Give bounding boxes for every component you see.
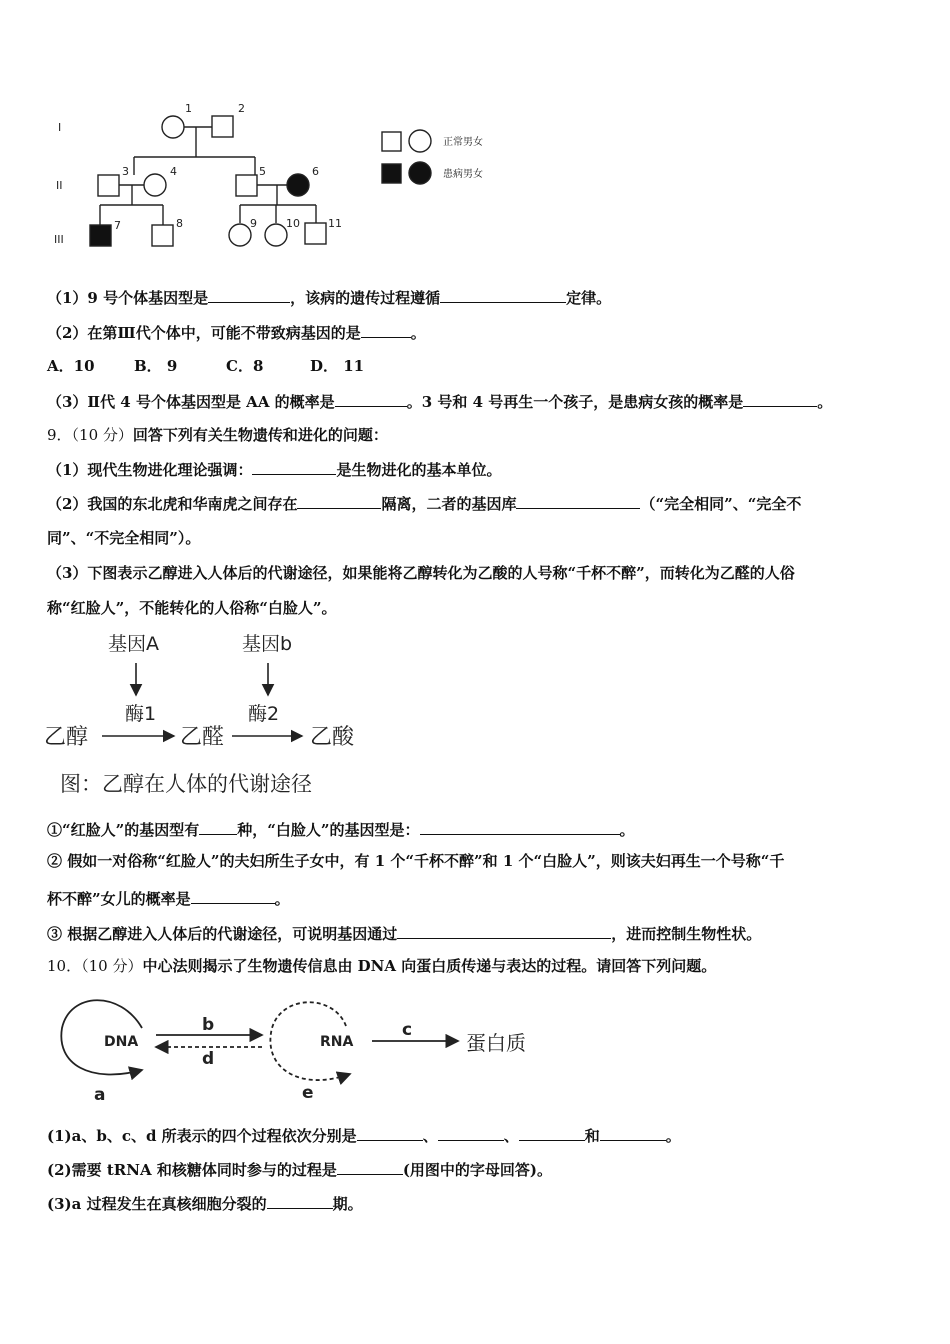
option-a[interactable]: A．10 bbox=[47, 357, 95, 375]
pedigree-individual-7 bbox=[90, 225, 111, 246]
acetic-acid-label: 乙酸 bbox=[310, 725, 355, 750]
option-d[interactable]: D． 11 bbox=[310, 357, 365, 375]
pedigree-id-9: 9 bbox=[250, 217, 257, 230]
label-c: c bbox=[402, 1020, 413, 1040]
answer-blank[interactable] bbox=[335, 390, 407, 407]
pedigree-id-10: 10 bbox=[286, 217, 300, 230]
pedigree-id-4: 4 bbox=[170, 165, 177, 178]
q9-part3: （3）下图表示乙醇进入人体后的代谢途径，如果能将乙醇转化为乙酸的人号称“千杯不醉”，而转化为乙醛的人俗 bbox=[47, 564, 795, 582]
label-e: e bbox=[302, 1083, 314, 1103]
answer-blank[interactable] bbox=[337, 1158, 403, 1175]
pedigree-individual-8 bbox=[152, 225, 173, 246]
q9-part1: （1）现代生物进化理论强调： 是生物进化的基本单位。 bbox=[47, 458, 501, 480]
label-b: b bbox=[202, 1015, 215, 1035]
ethanol-pathway-figure bbox=[40, 628, 370, 800]
legend-normal-female bbox=[409, 130, 431, 152]
answer-blank[interactable] bbox=[208, 286, 290, 303]
answer-blank[interactable] bbox=[516, 492, 640, 509]
answer-blank[interactable] bbox=[743, 390, 817, 407]
legend-normal-label: 正常男女 bbox=[443, 137, 483, 148]
pedigree-individual-11 bbox=[305, 223, 326, 244]
answer-blank[interactable] bbox=[199, 818, 237, 835]
answer-blank[interactable] bbox=[357, 1124, 423, 1141]
generation-label-1: I bbox=[58, 121, 62, 134]
answer-blank[interactable] bbox=[361, 321, 411, 338]
pedigree-id-2: 2 bbox=[238, 102, 245, 115]
q8-part1: （1）9 号个体基因型是 ，该病的遗传过程遵循 定律。 bbox=[47, 286, 611, 308]
label-a: a bbox=[94, 1085, 106, 1105]
legend-affected-female bbox=[409, 162, 431, 184]
answer-blank[interactable] bbox=[191, 887, 275, 904]
answer-blank[interactable] bbox=[397, 922, 611, 939]
dna-label: DNA bbox=[104, 1034, 139, 1050]
q10-part3: (3)a 过程发生在真核细胞分裂的 期。 bbox=[47, 1192, 363, 1214]
q10-heading: 10．（10 分）中心法则揭示了生物遗传信息由 DNA 向蛋白质传递与表达的过程。请回答下列问题。 bbox=[47, 957, 717, 975]
q9-sub3: ③ 根据乙醇进入人体后的代谢途径，可说明基因通过 ，进而控制生物性状。 bbox=[47, 922, 761, 944]
q9-part2: （2）我国的东北虎和华南虎之间存在 隔离，二者的基因库 （“完全相同”、“完全不 bbox=[47, 492, 801, 514]
central-dogma-figure bbox=[50, 988, 570, 1106]
pedigree-id-3: 3 bbox=[122, 165, 129, 178]
option-b[interactable]: B． 9 bbox=[134, 357, 178, 375]
q9-sub1: ①“红脸人”的基因型有 种，“白脸人”的基因型是： 。 bbox=[47, 818, 635, 840]
pedigree-individual-1 bbox=[162, 116, 184, 138]
q8-part3: （3）Ⅱ代 4 号个体基因型是 AA 的概率是 。3 号和 4 号再生一个孩子，是患病女孩的概率是 。 bbox=[47, 390, 832, 412]
pedigree-individual-10 bbox=[265, 224, 287, 246]
rna-label: RNA bbox=[320, 1034, 354, 1050]
enzyme1-label: 酶1 bbox=[125, 703, 157, 725]
pedigree-id-6: 6 bbox=[312, 165, 319, 178]
answer-blank[interactable] bbox=[297, 492, 381, 509]
q10-part1: (1)a、b、c、d 所表示的四个过程依次分别是 、 、 和 。 bbox=[47, 1124, 681, 1146]
answer-blank[interactable] bbox=[252, 458, 336, 475]
gene-a-label: 基因A bbox=[108, 633, 159, 655]
pedigree-individual-9 bbox=[229, 224, 251, 246]
legend-affected-label: 患病男女 bbox=[443, 169, 483, 180]
answer-blank[interactable] bbox=[420, 818, 620, 835]
pedigree-id-11: 11 bbox=[328, 217, 342, 230]
pedigree-individual-6 bbox=[287, 174, 309, 196]
ethanol-label: 乙醇 bbox=[44, 725, 89, 750]
pedigree-id-7: 7 bbox=[114, 219, 121, 232]
q9-heading: 9．（10 分）回答下列有关生物遗传和进化的问题： bbox=[47, 426, 388, 444]
option-c[interactable]: C．8 bbox=[226, 357, 264, 375]
q8-part2: （2）在第Ⅲ代个体中，可能不带致病基因的是 。 bbox=[47, 321, 426, 343]
q9-part3-cont: 称“红脸人”，不能转化的人俗称“白脸人”。 bbox=[47, 599, 337, 617]
label-d: d bbox=[202, 1049, 215, 1069]
q9-part2-cont: 同”、“不完全相同”）。 bbox=[47, 529, 201, 547]
answer-blank[interactable] bbox=[267, 1192, 333, 1209]
acetaldehyde-label: 乙醛 bbox=[180, 725, 225, 750]
pedigree-id-5: 5 bbox=[259, 165, 266, 178]
gene-b-label: 基因b bbox=[242, 633, 293, 655]
pedigree-individual-4 bbox=[144, 174, 166, 196]
pedigree-individual-2 bbox=[212, 116, 233, 137]
answer-blank[interactable] bbox=[440, 286, 566, 303]
q8-options bbox=[47, 356, 364, 376]
answer-blank[interactable] bbox=[600, 1124, 666, 1141]
answer-blank[interactable] bbox=[519, 1124, 585, 1141]
generation-label-2: II bbox=[56, 179, 63, 192]
protein-label: 蛋白质 bbox=[466, 1031, 526, 1055]
q9-sub2-cont: 杯不醉”女儿的概率是 。 bbox=[47, 887, 290, 909]
legend-normal-male bbox=[382, 132, 401, 151]
pedigree-id-1: 1 bbox=[185, 102, 192, 115]
answer-blank[interactable] bbox=[438, 1124, 504, 1141]
pedigree-id-8: 8 bbox=[176, 217, 183, 230]
q10-part2: (2)需要 tRNA 和核糖体同时参与的过程是 (用图中的字母回答)。 bbox=[47, 1158, 552, 1180]
legend-affected-male bbox=[382, 164, 401, 183]
q9-sub2: ② 假如一对俗称“红脸人”的夫妇所生子女中，有 1 个“千杯不醉”和 1 个“白脸人”，则该夫妇再生一个号称“千 bbox=[47, 852, 785, 870]
generation-label-3: III bbox=[54, 233, 64, 246]
pedigree-individual-5 bbox=[236, 175, 257, 196]
pedigree-chart bbox=[40, 95, 520, 255]
pedigree-individual-3 bbox=[98, 175, 119, 196]
figure-caption: 图：乙醇在人体的代谢途径 bbox=[60, 772, 312, 796]
enzyme2-label: 酶2 bbox=[248, 703, 280, 725]
